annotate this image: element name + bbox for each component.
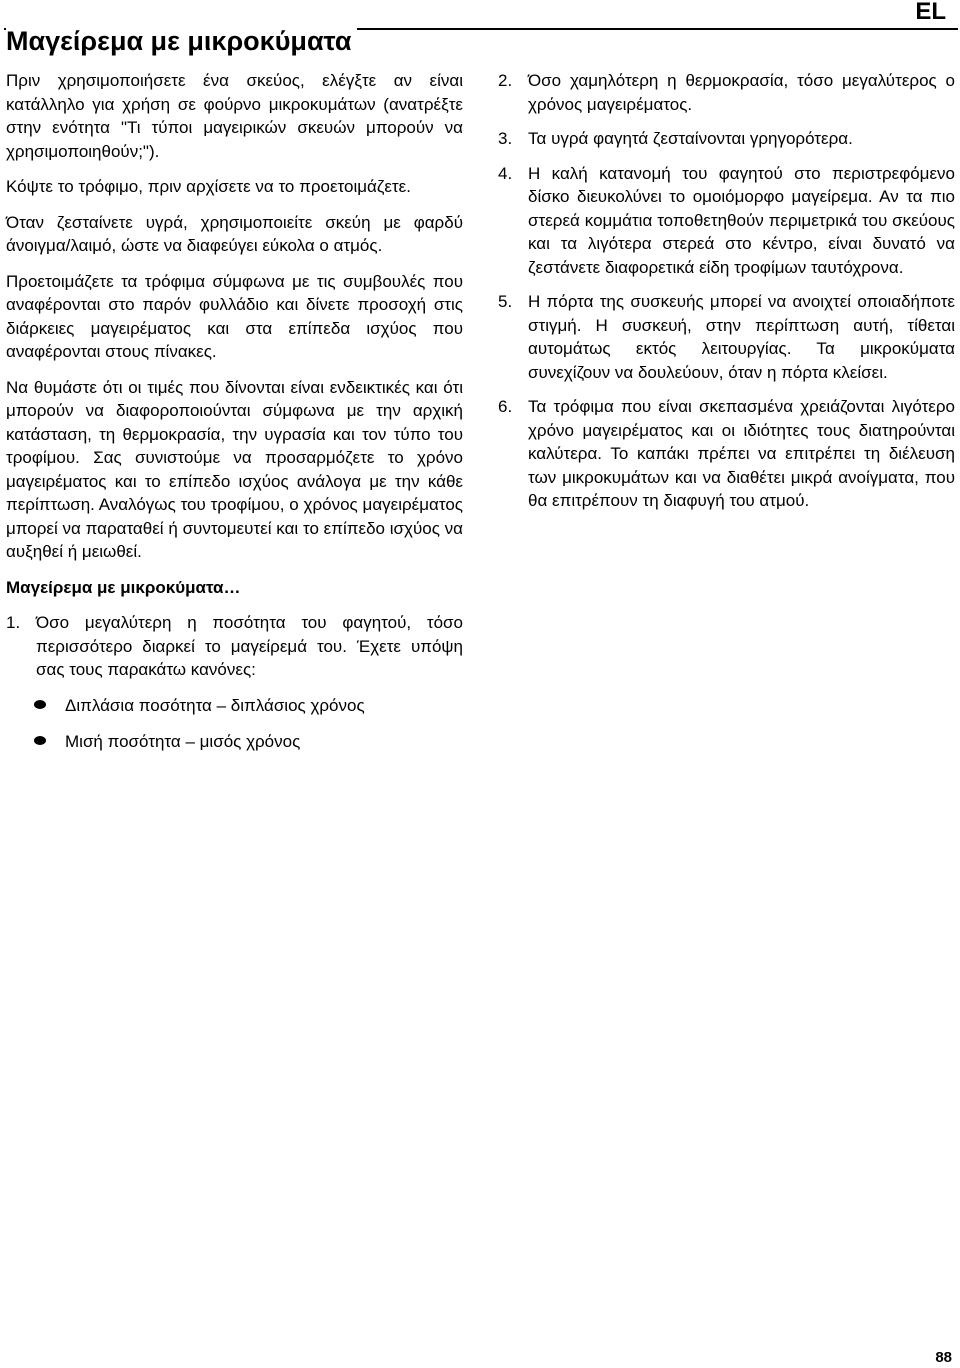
paragraph-preparation-advice: Προετοιμάζετε τα τρόφιμα σύμφωνα με τις συμβουλές που αναφέρονται στο παρόν φυλλάδιο και δίνετε προσοχή στις διάρκειες μαγειρέματος και στα επίπεδα ισχύος που αναφέρονται στους πίνακες. <box>6 271 463 361</box>
paragraph-indicative-values: Να θυμάστε ότι οι τιμές που δίνονται είναι ενδεικτικές και ότι μπορούν να διαφοροποιούνται σύμφωνα με την αρχική κατάσταση, τη θερμοκρασία, την υγρασία και τον τύπο του τροφίμου. Σας συνιστούμε να προσαρμόζετε το χρόνο μαγειρέματος και το επίπεδο ισχύος ανάλογα με την κάθε περίπτωση. Αναλόγως του τροφίμου, ο χρόνος μαγειρέματος μπορεί να παραταθεί ή συντομευτεί και το επίπεδο ισχύος να αυξηθεί ή μειωθεί. <box>6 377 463 561</box>
list-item-number: 5. <box>498 292 513 311</box>
left-column <box>6 69 463 767</box>
list-item-3 <box>498 127 955 151</box>
bullet-dot-icon <box>34 700 46 709</box>
paragraph-heating-liquids: Όταν ζεσταίνετε υγρά, χρησιμοποιείτε σκεύη με φαρδύ άνοιγμα/λαιμό, ώστε να διαφεύγει εύκολα ο ατμός. <box>6 212 463 255</box>
list-item-number: 3. <box>498 129 513 148</box>
page-title: Μαγείρεμα με μικροκύματα <box>6 24 357 58</box>
page-number: 88 <box>935 1349 952 1366</box>
list-item-number: 6. <box>498 397 513 416</box>
right-column <box>498 69 955 524</box>
list-item-2 <box>498 69 955 116</box>
language-code: EL <box>915 0 946 25</box>
bullet-text: Μισή ποσότητα – μισός χρόνος <box>65 732 301 751</box>
quantity-rules-list <box>6 694 463 754</box>
list-item-text: Τα υγρά φαγητά ζεσταίνονται γρηγορότερα. <box>528 129 853 148</box>
bullet-dot-icon <box>34 736 46 745</box>
section-subheading: Μαγείρεμα με μικροκύματα… <box>6 577 241 597</box>
list-item-text: Όσο μεγαλύτερη η ποσότητα του φαγητού, τόσο περισσότερο διαρκεί το μαγείρεμά του. Έχετε υπόψη σας τους παρακάτω κανόνες: <box>36 613 463 679</box>
list-item-number: 4. <box>498 163 513 183</box>
list-item-number: 2. <box>498 71 513 90</box>
list-item-6 <box>498 395 955 513</box>
list-item-1 <box>6 611 463 682</box>
list-item-5 <box>498 290 955 384</box>
list-item-text: Τα τρόφιμα που είναι σκεπασμένα χρειάζονται λιγότερο χρόνο μαγειρέματος και οι ιδιότητες τους διατηρούνται καλύτερα. Το καπάκι πρέπει να επιτρέπει τη διέλευση των μικροκυμάτων και να διαθέτει μικρά ανοίγματα, που θα επιτρέπουν τη διαφυγή του ατμού. <box>528 397 955 510</box>
paragraph-cut-food: Κόψτε το τρόφιμο, πριν αρχίσετε να το προετοιμάζετε. <box>6 177 411 196</box>
list-item-4 <box>498 162 955 280</box>
bullet-item-half <box>6 730 463 754</box>
list-item-text: Η πόρτα της συσκευής μπορεί να ανοιχτεί οποιαδήποτε στιγμή. Η συσκευή, στην περίπτωση αυτή, τίθεται αυτομάτως εκτός λειτουργίας. Τα μικροκύματα συνεχίζουν να δουλεύουν, όταν η πόρτα κλείσει. <box>528 292 955 382</box>
list-item-number: 1. <box>6 613 21 632</box>
intro-paragraph-cookware: Πριν χρησιμοποιήσετε ένα σκεύος, ελέγξτε αν είναι κατάλληλο για χρήση σε φούρνο μικροκυμάτων (ανατρέξτε στην ενότητα "Τι τύποι μαγειρικών σκευών μπορούν να χρησιμοποιηθούν;"). <box>6 71 463 161</box>
list-item-text: Όσο χαμηλότερη η θερμοκρασία, τόσο μεγαλύτερος ο χρόνος μαγειρέματος. <box>528 71 955 114</box>
bullet-text: Διπλάσια ποσότητα – διπλάσιος χρόνος <box>65 695 365 715</box>
bullet-item-double <box>6 694 463 718</box>
list-item-text: Η καλή κατανομή του φαγητού στο περιστρεφόμενο δίσκο διευκολύνει το ομοιόμορφο μαγείρεμα. Αν τα πιο στερεά κομμάτια τοποθετηθούν περιμετρικά του σκεύους και τα λιγότερα στερεά στο κέντρο, είναι δυνατό να ζεστάνετε διαφορετικά είδη τροφίμων ταυτόχρονα. <box>528 163 955 277</box>
